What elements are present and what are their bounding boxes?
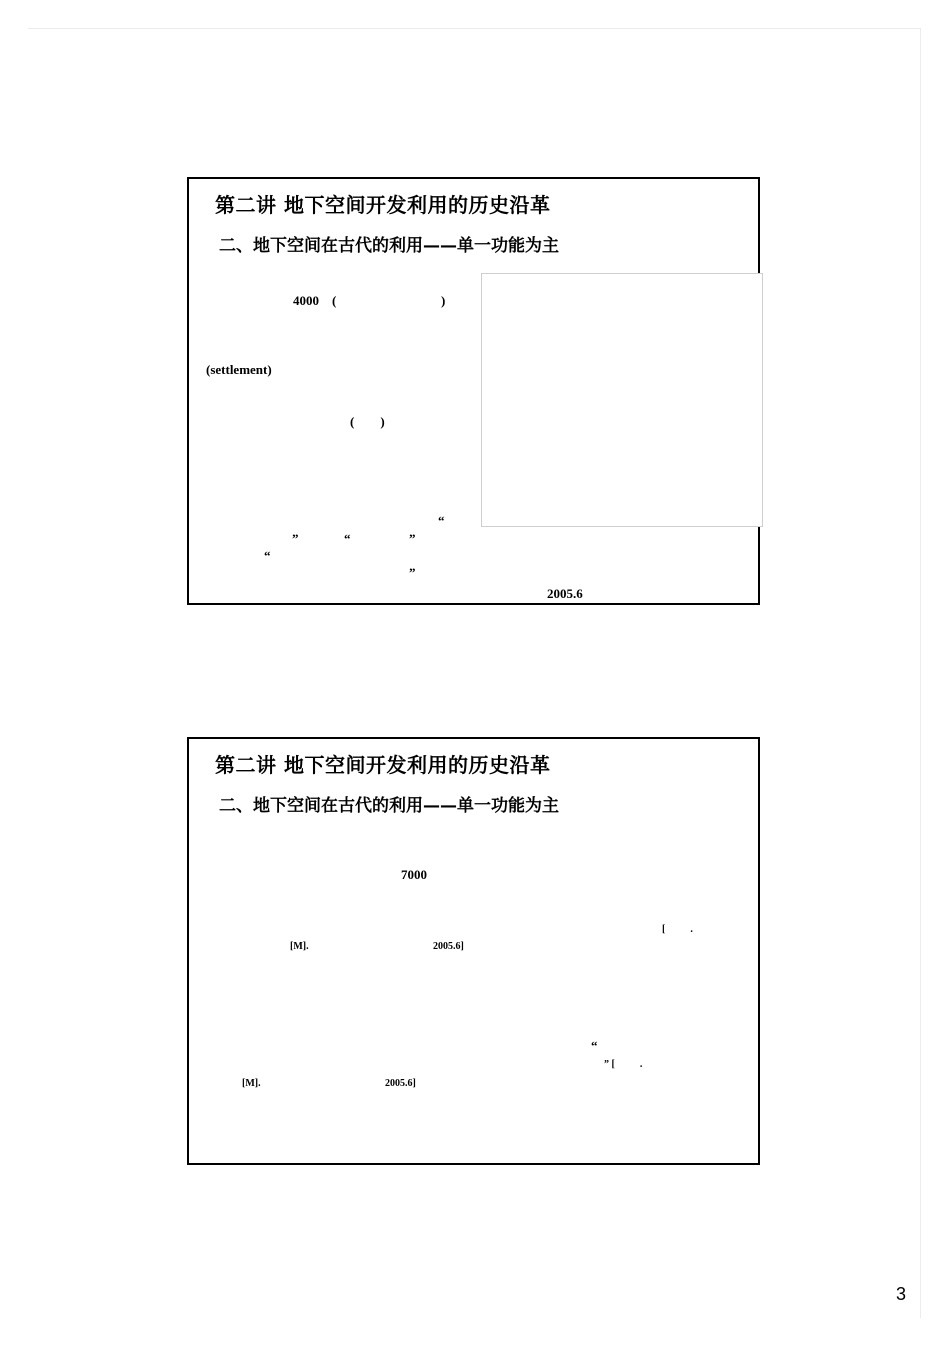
citation-fragment: [M]. (242, 1078, 261, 1089)
slide-1 (187, 177, 760, 605)
text-fragment-paren-close: ) (441, 293, 446, 308)
image-placeholder (481, 273, 763, 527)
text-fragment-4000: 4000 ( (293, 293, 337, 308)
text-fragment-date: 2005.6 (547, 586, 583, 601)
citation-fragment: [M]. (290, 941, 309, 952)
citation-fragment: [ . (662, 924, 693, 935)
text-fragment-paren-pair: ( ) (350, 414, 385, 429)
citation-fragment: 2005.6] (433, 941, 464, 952)
slide-title: 第二讲 地下空间开发利用的历史沿革 (215, 193, 551, 217)
page-number: 3 (896, 1284, 907, 1304)
text-fragment-7000: 7000 (401, 867, 427, 882)
slide-2 (187, 737, 760, 1165)
citation-fragment: ” [ . (604, 1059, 643, 1070)
text-fragment-quote: ” (409, 565, 416, 580)
text-fragment-quote: “ (438, 513, 445, 528)
slide-subtitle: 二、地下空间在古代的利用——单一功能为主 (219, 796, 559, 816)
page-edge-right (920, 28, 921, 1318)
text-fragment-settlement: (settlement) (206, 362, 272, 377)
page-edge-top (28, 28, 920, 29)
slide-subtitle: 二、地下空间在古代的利用——单一功能为主 (219, 236, 559, 256)
citation-fragment: 2005.6] (385, 1078, 416, 1089)
text-fragment-quote: ” “ ” (292, 531, 416, 546)
slide-title: 第二讲 地下空间开发利用的历史沿革 (215, 753, 551, 777)
text-fragment-quote: “ (264, 548, 271, 563)
text-fragment-quote: “ (591, 1038, 598, 1053)
